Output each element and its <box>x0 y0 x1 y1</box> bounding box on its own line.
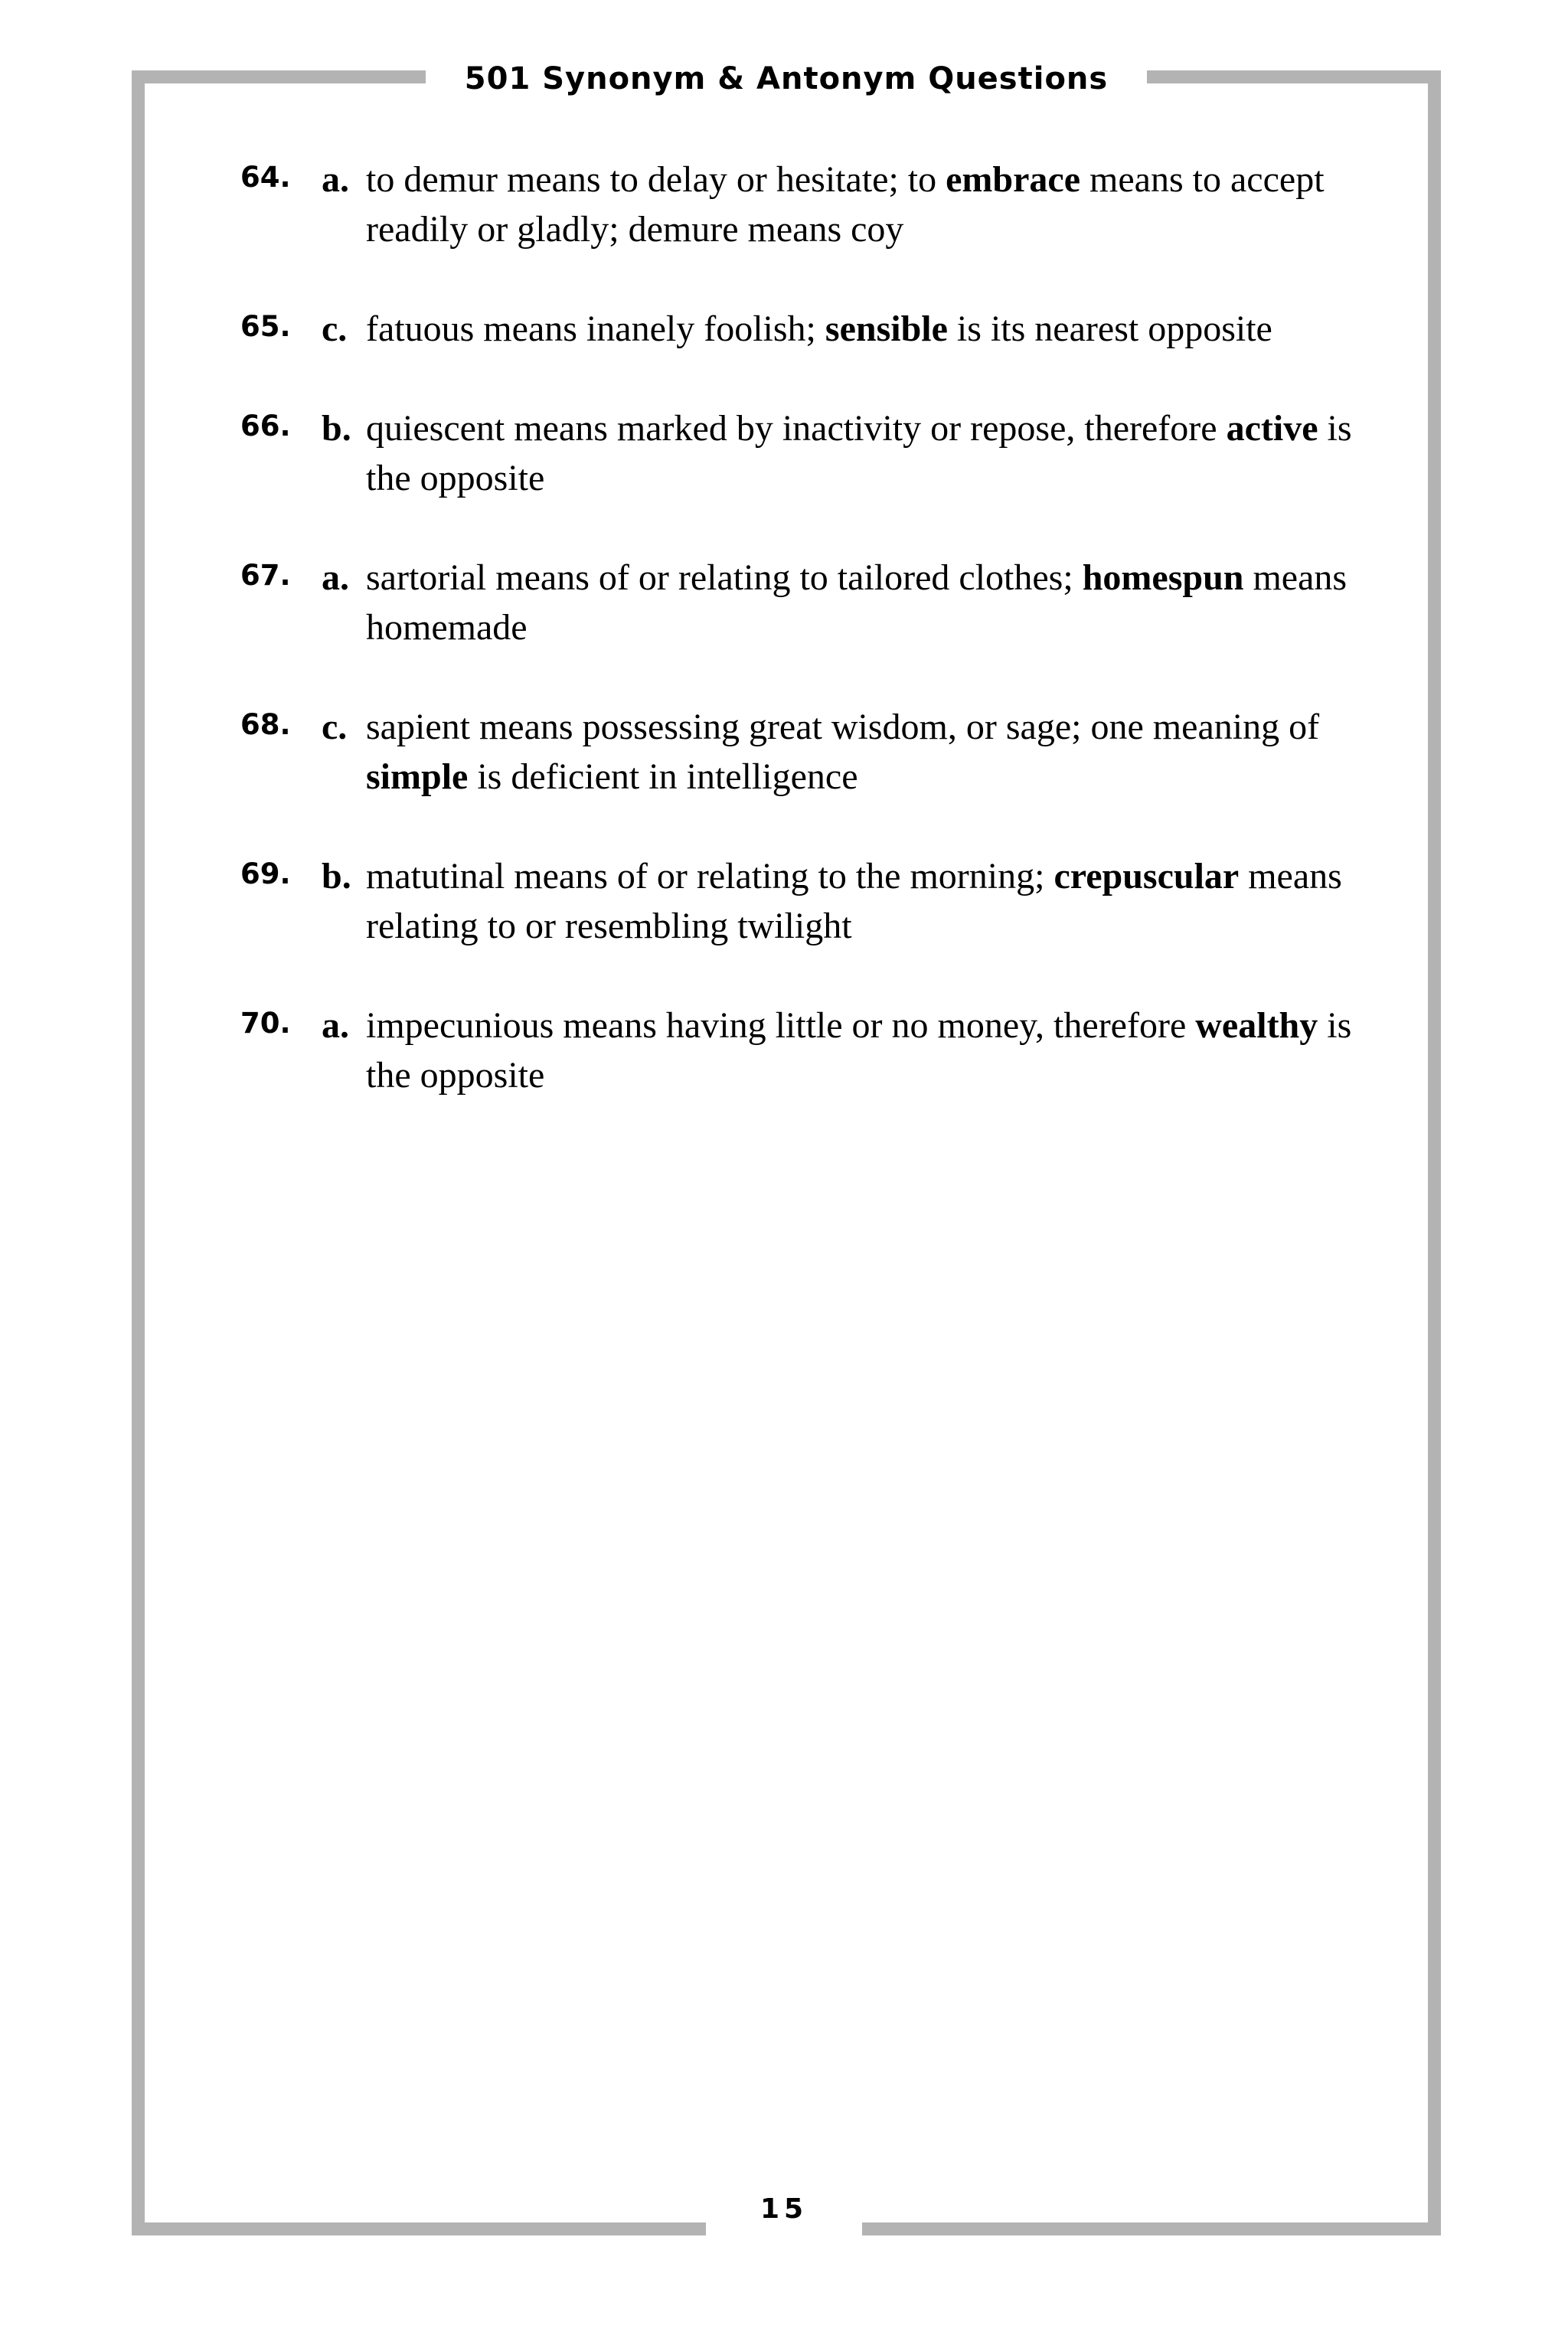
answer-letter: b. <box>322 408 351 449</box>
explanation-text: is its nearest opposite <box>947 309 1272 349</box>
frame-top-left <box>132 70 426 83</box>
page-header-title: 501 Synonym & Antonym Questions <box>464 61 1109 96</box>
answer-explanation <box>366 702 1392 802</box>
answer-keyword: crepuscular <box>1054 856 1240 896</box>
question-number: 69. <box>240 857 291 890</box>
explanation-text: fatuous means inanely foolish; <box>366 309 825 349</box>
answer-letter: a. <box>322 1005 349 1046</box>
explanation-text: means relating to or resembling twilight <box>366 856 1342 946</box>
explanation-text: matutinal means of or relating to the morning; <box>366 856 1054 896</box>
frame-bottom-right <box>862 2222 1441 2235</box>
answer-letter: c. <box>322 707 348 747</box>
answer-letter: c. <box>322 309 348 349</box>
answer-letter: b. <box>322 856 351 896</box>
page-number: 15 <box>760 2193 808 2225</box>
frame-top-right <box>1147 70 1441 83</box>
frame-bottom-left <box>132 2222 706 2235</box>
explanation-text: is the opposite <box>366 1005 1352 1096</box>
answer-keyword: homespun <box>1082 557 1244 598</box>
frame-left <box>132 70 145 2235</box>
explanation-text: means homemade <box>366 557 1348 648</box>
answer-letter: a. <box>322 159 349 200</box>
answer-letter: a. <box>322 557 349 598</box>
question-number: 65. <box>240 310 291 343</box>
answer-keyword: sensible <box>825 309 948 349</box>
answer-keyword: active <box>1226 408 1318 449</box>
explanation-text: sartorial means of or relating to tailored clothes; <box>366 557 1083 598</box>
explanation-text: is deficient in intelligence <box>468 756 858 797</box>
explanation-text: impecunious means having little or no money, therefore <box>366 1005 1196 1046</box>
question-number: 66. <box>240 410 291 443</box>
question-number: 70. <box>240 1007 291 1040</box>
question-number: 64. <box>240 161 291 194</box>
answer-keyword: simple <box>366 756 469 797</box>
question-number: 67. <box>240 559 291 592</box>
explanation-text: sapient means possessing great wisdom, or sage; one meaning of <box>366 707 1320 747</box>
answer-explanation <box>366 1001 1392 1100</box>
explanation-text: is the opposite <box>366 408 1352 498</box>
answer-keyword: wealthy <box>1195 1005 1318 1046</box>
answer-keyword: embrace <box>946 159 1081 200</box>
explanation-text: quiescent means marked by inactivity or repose, therefore <box>366 408 1227 449</box>
frame-right <box>1428 70 1441 2235</box>
explanation-text: means to accept readily or gladly; demure means coy <box>366 159 1325 250</box>
explanation-text: to demur means to delay or hesitate; to <box>366 159 946 200</box>
answer-explanation <box>366 553 1392 652</box>
answer-explanation <box>366 304 1392 354</box>
answer-explanation <box>366 851 1392 951</box>
answer-explanation <box>366 155 1392 254</box>
question-number: 68. <box>240 708 291 741</box>
answer-explanation <box>366 403 1392 503</box>
